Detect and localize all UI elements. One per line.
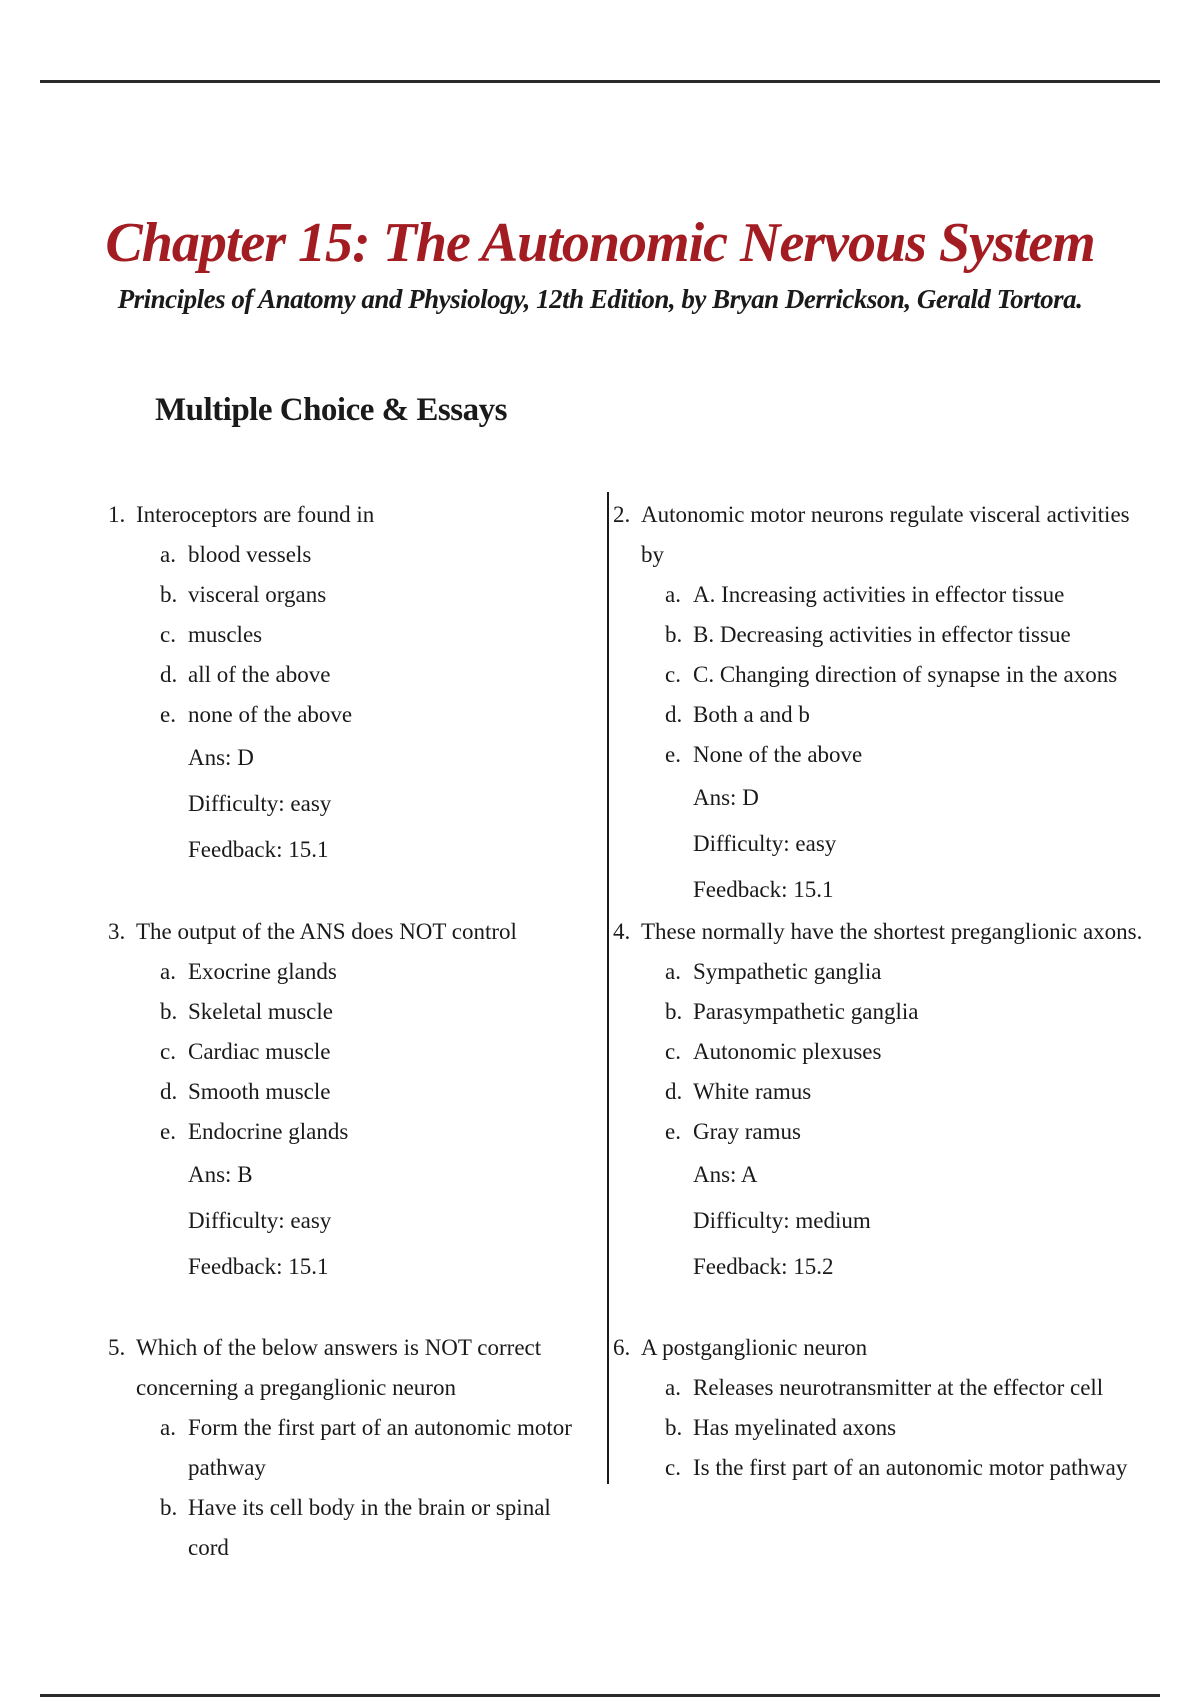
question-text: The output of the ANS does NOT control (136, 919, 517, 944)
feedback-ref: Feedback: 15.1 (188, 1254, 329, 1279)
option-letter: e. (160, 1119, 176, 1144)
option-letter: d. (160, 662, 178, 687)
difficulty-level: Difficulty: easy (693, 831, 837, 856)
option-list (665, 575, 1143, 775)
option-item (665, 615, 1143, 655)
question-stem (613, 912, 1143, 952)
option-text: Form the first part of an autonomic motor pathway (188, 1415, 572, 1480)
option-list (160, 952, 578, 1152)
answer-meta (693, 775, 1143, 913)
option-item (665, 992, 1143, 1032)
option-letter: b. (160, 582, 178, 607)
option-text: Is the first part of an autonomic motor pathway (693, 1455, 1128, 1480)
section-heading: Multiple Choice & Essays (155, 392, 507, 428)
question-text: These normally have the shortest preganglionic axons. (641, 919, 1143, 944)
option-letter: e. (665, 1119, 681, 1144)
option-letter: a. (160, 542, 176, 567)
option-letter: c. (160, 622, 176, 647)
answer-meta (188, 735, 578, 873)
option-item (665, 735, 1143, 775)
option-text: Endocrine glands (188, 1119, 349, 1144)
option-letter: b. (665, 1415, 683, 1440)
option-item (665, 1112, 1143, 1152)
option-item (665, 1032, 1143, 1072)
option-item (160, 615, 578, 655)
question-5 (108, 1328, 578, 1568)
option-letter: c. (665, 662, 681, 687)
answer-key: Ans: B (188, 1162, 253, 1187)
option-text: None of the above (693, 742, 863, 767)
answer-key: Ans: D (693, 785, 759, 810)
answer-meta (188, 1152, 578, 1290)
option-item (160, 535, 578, 575)
question-stem (108, 1328, 578, 1408)
option-text: White ramus (693, 1079, 812, 1104)
question-6 (613, 1328, 1143, 1488)
option-item (665, 575, 1143, 615)
option-text: blood vessels (188, 542, 312, 567)
column-divider (607, 492, 609, 1484)
question-stem (108, 912, 578, 952)
question-stem (613, 1328, 1143, 1368)
option-text: Sympathetic ganglia (693, 959, 882, 984)
option-item (160, 952, 578, 992)
option-letter: d. (665, 1079, 683, 1104)
option-item (160, 575, 578, 615)
option-letter: e. (665, 742, 681, 767)
option-letter: a. (665, 959, 681, 984)
option-text: none of the above (188, 702, 353, 727)
option-item (160, 695, 578, 735)
feedback-ref: Feedback: 15.1 (188, 837, 329, 862)
answer-meta (693, 1152, 1143, 1290)
option-text: all of the above (188, 662, 331, 687)
difficulty-level: Difficulty: medium (693, 1208, 871, 1233)
option-item (160, 1032, 578, 1072)
option-text: Releases neurotransmitter at the effector cell (693, 1375, 1104, 1400)
option-letter: a. (160, 959, 176, 984)
option-letter: e. (160, 702, 176, 727)
option-item (665, 695, 1143, 735)
option-letter: b. (665, 622, 683, 647)
option-text: visceral organs (188, 582, 327, 607)
option-text: Smooth muscle (188, 1079, 331, 1104)
question-text: A postganglionic neuron (641, 1335, 868, 1360)
option-letter: c. (665, 1455, 681, 1480)
option-list (665, 1368, 1143, 1488)
option-letter: d. (665, 702, 683, 727)
option-text: Parasympathetic ganglia (693, 999, 919, 1024)
question-number: 6. (613, 1335, 631, 1360)
option-text: C. Changing direction of synapse in the axons (693, 662, 1118, 687)
question-number: 5. (108, 1335, 126, 1360)
option-text: Have its cell body in the brain or spinal cord (188, 1495, 551, 1560)
question-2 (613, 495, 1143, 913)
option-text: Gray ramus (693, 1119, 801, 1144)
option-text: Both a and b (693, 702, 810, 727)
option-letter: b. (160, 999, 178, 1024)
option-item (665, 1448, 1143, 1488)
option-list (160, 535, 578, 735)
option-item (160, 655, 578, 695)
option-list (160, 1408, 578, 1568)
question-stem (108, 495, 578, 535)
question-text: Autonomic motor neurons regulate visceral activities by (641, 502, 1130, 567)
option-item (160, 1112, 578, 1152)
option-text: muscles (188, 622, 263, 647)
option-letter: d. (160, 1079, 178, 1104)
bottom-rule (40, 1694, 1160, 1697)
option-text: Has myelinated axons (693, 1415, 897, 1440)
option-text: Cardiac muscle (188, 1039, 331, 1064)
option-list (665, 952, 1143, 1152)
option-item (665, 1408, 1143, 1448)
option-letter: b. (665, 999, 683, 1024)
chapter-title: Chapter 15: The Autonomic Nervous System (105, 212, 1095, 274)
option-item (160, 1488, 578, 1568)
question-number: 2. (613, 502, 631, 527)
option-item (665, 655, 1143, 695)
feedback-ref: Feedback: 15.2 (693, 1254, 834, 1279)
question-1 (108, 495, 578, 873)
option-item (160, 1072, 578, 1112)
question-text: Interoceptors are found in (136, 502, 375, 527)
option-item (665, 952, 1143, 992)
question-text: Which of the below answers is NOT correct concerning a preganglionic neuron (136, 1335, 542, 1400)
question-4 (613, 912, 1143, 1290)
option-item (160, 1408, 578, 1488)
option-letter: c. (160, 1039, 176, 1064)
option-letter: b. (160, 1495, 178, 1520)
option-text: Autonomic plexuses (693, 1039, 882, 1064)
answer-key: Ans: A (693, 1162, 758, 1187)
option-letter: a. (665, 582, 681, 607)
question-number: 1. (108, 502, 126, 527)
option-text: Skeletal muscle (188, 999, 333, 1024)
option-text: A. Increasing activities in effector tissue (693, 582, 1065, 607)
top-rule (40, 80, 1160, 83)
option-letter: a. (665, 1375, 681, 1400)
difficulty-level: Difficulty: easy (188, 791, 332, 816)
option-item (160, 992, 578, 1032)
option-text: Exocrine glands (188, 959, 337, 984)
option-item (665, 1368, 1143, 1408)
feedback-ref: Feedback: 15.1 (693, 877, 834, 902)
question-stem (613, 495, 1143, 575)
book-subtitle: Principles of Anatomy and Physiology, 12th Edition, by Bryan Derrickson, Gerald Tortora. (117, 284, 1083, 314)
difficulty-level: Difficulty: easy (188, 1208, 332, 1233)
option-letter: a. (160, 1415, 176, 1440)
question-3 (108, 912, 578, 1290)
question-number: 3. (108, 919, 126, 944)
option-text: B. Decreasing activities in effector tissue (693, 622, 1071, 647)
option-letter: c. (665, 1039, 681, 1064)
document-header (0, 210, 1200, 315)
answer-key: Ans: D (188, 745, 254, 770)
question-number: 4. (613, 919, 631, 944)
option-item (665, 1072, 1143, 1112)
